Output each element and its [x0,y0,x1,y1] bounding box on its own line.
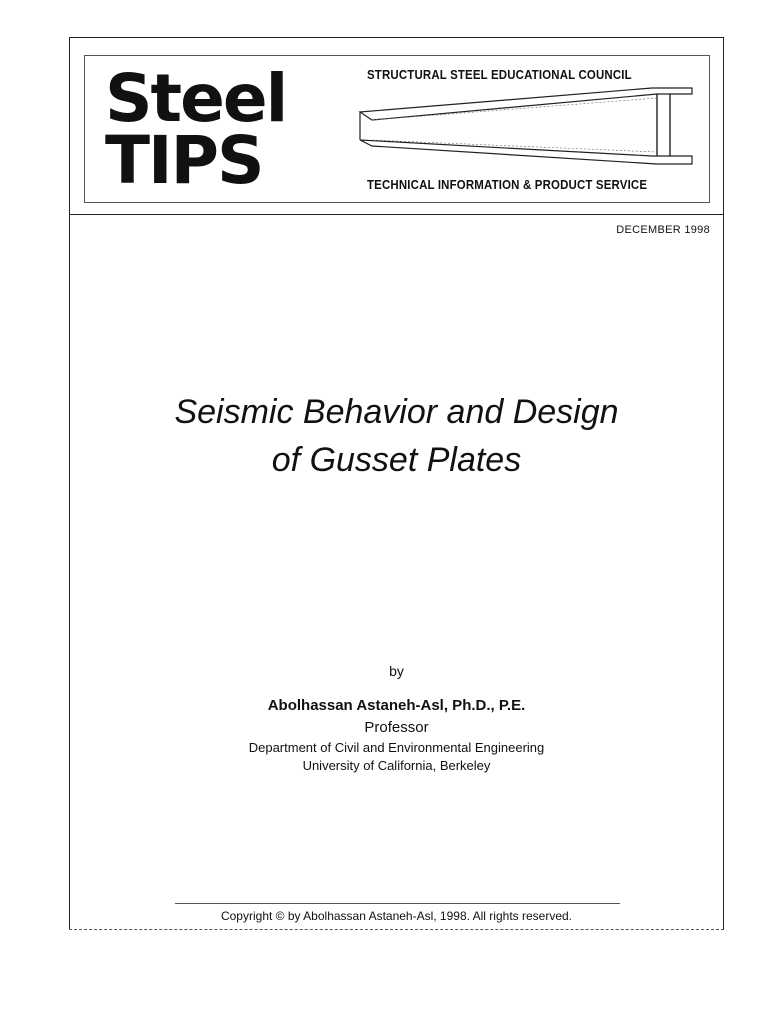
copyright-notice: Copyright © by Abolhassan Astaneh-Asl, 1998. All rights reserved. [220,909,573,923]
council-name: STRUCTURAL STEEL EDUCATIONAL COUNCIL [367,67,632,82]
i-beam-icon [352,84,697,174]
logo-line-tips: TIPS [105,122,263,199]
page-bottom-rule [69,929,724,930]
copyright-divider [175,903,620,904]
logo-line-steel: Steel [105,60,287,137]
steel-tips-logo [105,60,305,199]
author-department: Department of Civil and Environmental Engineering [248,740,545,755]
service-name: TECHNICAL INFORMATION & PRODUCT SERVICE [367,177,648,192]
document-title [69,388,724,484]
author-role: Professor [364,719,429,736]
title-line-2: of Gusset Plates [271,441,522,479]
author-name: Abolhassan Astaneh-Asl, Ph.D., P.E. [267,697,526,714]
title-line-1: Seismic Behavior and Design [174,393,619,431]
issue-date: DECEMBER 1998 [616,224,710,236]
author-university: University of California, Berkeley [302,758,491,773]
byline-by: by [389,663,404,679]
